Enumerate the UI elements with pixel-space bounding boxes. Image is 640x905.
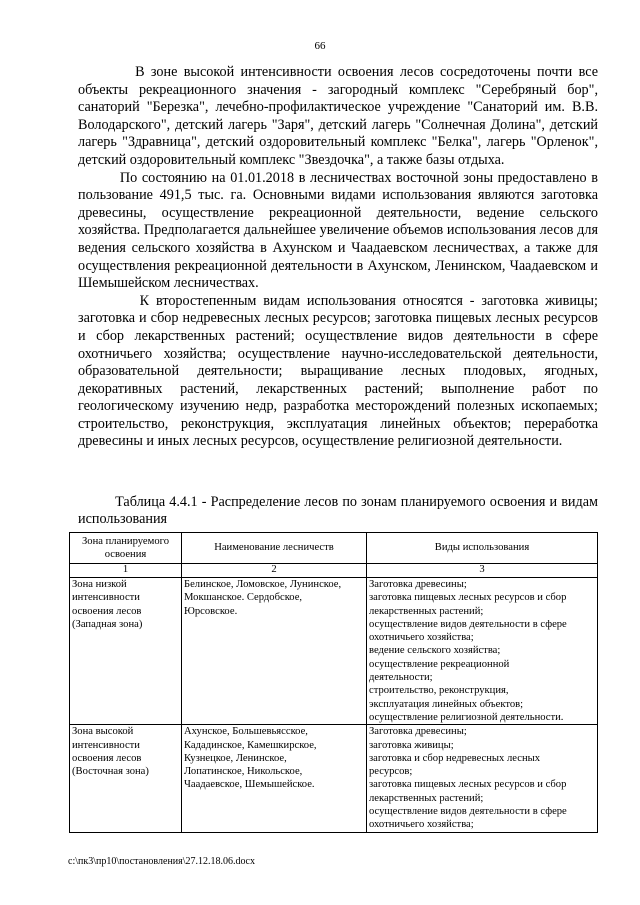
column-number: 3 [367,564,598,578]
cell-line: заготовка пищевых лесных ресурсов и сбор [369,779,567,791]
header-uses: Виды использования [367,533,598,564]
uses-cell [367,725,598,832]
cell-line: Зона низкой [72,579,127,590]
cell-line: (Западная зона) [72,618,143,630]
cell-line: осуществление видов деятельности в сфере [369,618,567,630]
cell-line: заготовка пищевых лесных ресурсов и сбор [369,592,567,604]
cell-line: Заготовка древесины; [369,726,467,738]
cell-line: Лопатинское, Никольское, [184,766,303,778]
cell-line: Зона высокой [72,726,134,738]
cell-line: интенсивности [72,739,140,751]
header-forestries: Наименование лесничеств [182,533,367,564]
cell-line: Мокшанское. Сердобское, [184,592,303,604]
table-row [70,725,598,832]
cell-line: Чаадаевское, Шемышейское. [184,779,315,791]
table-row [70,578,598,725]
cell-line: эксплуатация линейных объектов; [369,698,524,710]
cell-line: интенсивности [72,592,140,604]
cell-line: заготовка живицы; [369,739,454,751]
cell-line: Белинское, Ломовское, Лунинское, [184,579,342,590]
table-caption: Таблица 4.4.1 - Распределение лесов по зонам планируемого освоения и видам использования [78,494,598,528]
cell-line: Кузнецкое, Ленинское, [184,752,287,764]
forestries-cell [182,725,367,832]
cell-line: освоения лесов [72,605,142,617]
cell-line: строительство, реконструкция, [369,685,509,697]
cell-line: лекарственных растений; [369,605,484,617]
cell-line: осуществление религиозной деятельности. [369,711,564,723]
cell-line: охотничьего хозяйства; [369,819,474,831]
header-zone: Зона планируемого освоения [70,533,182,564]
zone-cell [70,578,182,725]
cell-line: Кададинское, Камешкирское, [184,739,317,751]
table-header-row [70,533,598,564]
cell-line: осуществление видов деятельности в сфере [369,806,567,818]
cell-line: ведение сельского хозяйства; [369,645,501,657]
uses-cell [367,578,598,725]
page-number: 66 [314,40,326,52]
paragraph-eastern-zone: По состоянию на 01.01.2018 в лесничествах восточной зоны предоставлено в пользование 491,5 тыс. га. Основными видами использования являются заготовка древесины, осуществление рекреационной деятельности, ведение сельского хозяйства. Предполагается дальнейшее увеличение объемов использования лесов для ведения сельского хозяйства в Ахунском и Чаадаевском лесничествах, а также для осуществления рекреационной деятельности в Ахунском, Ленинском, Чаадаевском и Шемышейском лесничествах. [78,169,598,292]
cell-line: Юрсовское. [184,605,238,617]
cell-line: заготовка и сбор недревесных лесных [369,752,541,764]
cell-line: Заготовка древесины; [369,579,467,590]
cell-line: охотничьего хозяйства; [369,632,474,644]
cell-line: ресурсов; [369,766,413,778]
column-number-row [70,564,598,578]
cell-line: освоения лесов [72,752,142,764]
forest-zones-table [69,532,598,833]
cell-line: деятельности; [369,672,433,684]
forestries-cell [182,578,367,725]
cell-line: (Восточная зона) [72,766,149,778]
cell-line: осуществление рекреационной [369,658,510,670]
column-number: 1 [70,564,182,578]
footer-file-path: с:\пк3\пр10\постановления\27.12.18.06.docx [68,856,255,867]
column-number: 2 [182,564,367,578]
body-text [78,64,598,451]
cell-line: Ахунское, Большевьясское, [184,726,308,738]
paragraph-secondary-uses: К второстепенным видам использования относятся - заготовка живицы; заготовка и сбор недревесных лесных ресурсов; заготовка пищевых лесных ресурсов и сбор лекарственных растений; осуществление видов деятельности в сфере охотничьего хозяйства; осуществление научно-исследовательской деятельности, образовательной деятельности; выращивание лесных плодовых, ягодных, декоративных растений, лекарственных растений; выполнение работ по геологическому изучению недр, разработка месторождений полезных ископаемых; строительство, реконструкция, эксплуатация линейных объектов; переработка древесины и иных лесных ресурсов, осуществление религиозной деятельности. [78,292,598,450]
cell-line: лекарственных растений; [369,792,484,804]
zone-cell [70,725,182,832]
paragraph-recreation-objects: В зоне высокой интенсивности освоения лесов сосредоточены почти все объекты рекреационного значения - загородный комплекс "Серебряный бор", санаторий "Березка", лечебно-профилактическое учреждение "Санаторий им. В.В. Володарского", детский лагерь "Заря", детский лагерь "Солнечная Долина", детский лагерь "Здравница", детский оздоровительный комплекс "Белка", лагерь "Орленок", детский оздоровительный комплекс "Звездочка", а также базы отдыха. [78,64,598,168]
